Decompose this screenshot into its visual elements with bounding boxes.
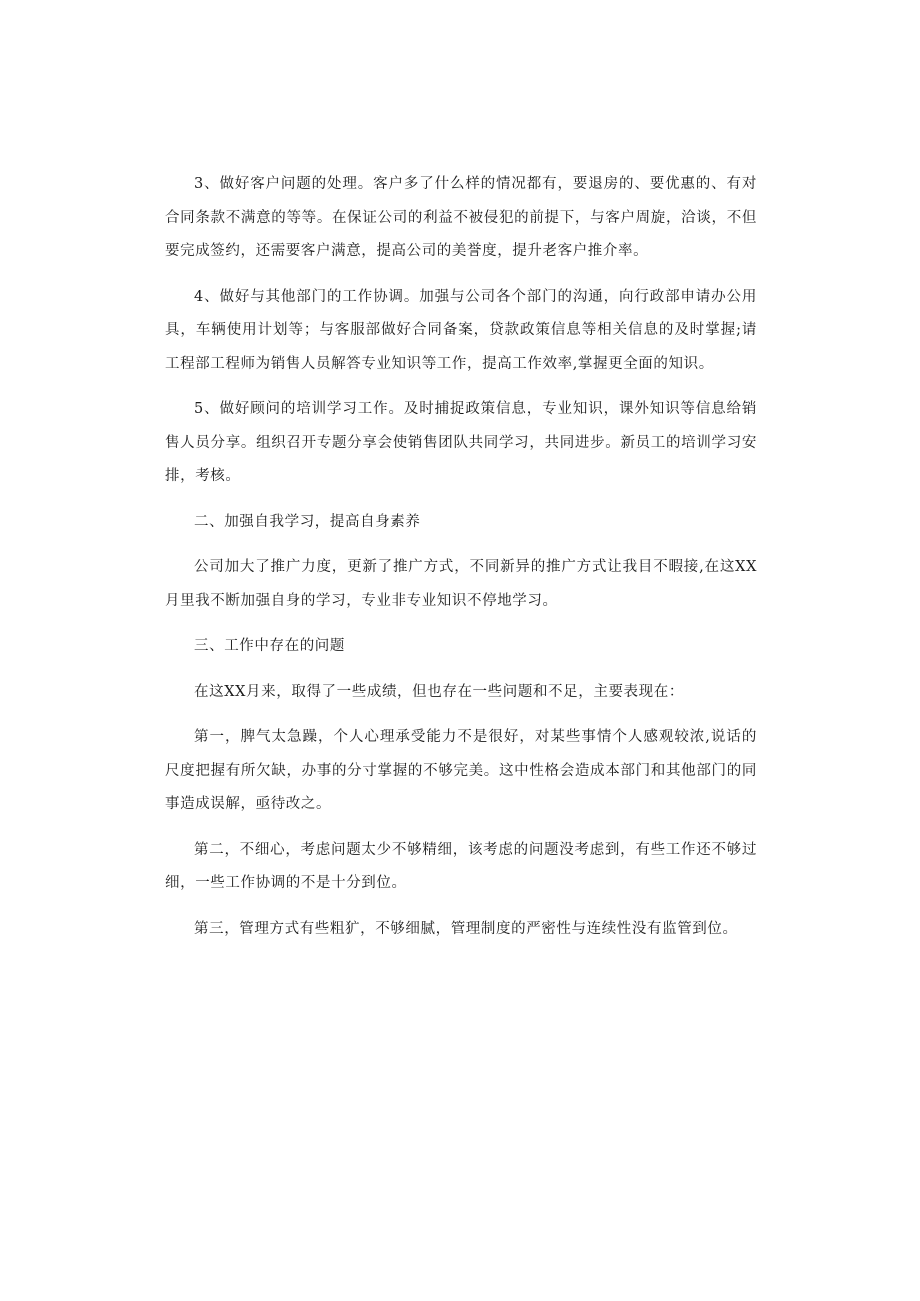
paragraph-problem-third: 第三，管理方式有些粗犷，不够细腻，管理制度的严密性与连续性没有监管到位。 <box>194 920 738 937</box>
paragraph-problem-second: 第二，不细心，考虑问题太少不够精细，该考虑的问题没考虑到，有些工作还不够过细，一些工作协调的不是十分到位。 <box>165 841 757 891</box>
paragraph-item-4-department-coordination: 4、做好与其他部门的工作协调。加强与公司各个部门的沟通，向行政部申请办公用具，车辆使用计划等；与客服部做好合同备案，贷款政策信息等相关信息的及时掌握;请工程部工程师为销售人员解答专业知识等工作，提高工作效率,掌握更全面的知识。 <box>165 288 757 372</box>
paragraph-self-learning: 公司加大了推广力度，更新了推广方式，不同新异的推广方式让我目不暇接,在这XX月里我不断加强自身的学习，专业非专业知识不停地学习。 <box>165 559 757 609</box>
section-heading-self-learning: 二、加强自我学习，提高自身素养 <box>194 513 421 530</box>
paragraph-problems-intro: 在这XX月来，取得了一些成绩，但也存在一些问题和不足，主要表现在： <box>194 683 684 700</box>
section-heading-problems: 三、工作中存在的问题 <box>194 638 345 654</box>
paragraph-problem-first: 第一，脾气太急躁，个人心理承受能力不是很好，对某些事情个人感观较浓,说话的尺度把握有所欠缺，办事的分寸掌握的不够完美。这中性格会造成本部门和其他部门的同事造成误解，亟待改之。 <box>165 729 757 812</box>
document-body <box>165 168 757 958</box>
paragraph-item-5-training: 5、做好顾问的培训学习工作。及时捕捉政策信息，专业知识，课外知识等信息给销售人员分享。组织召开专题分享会使销售团队共同学习，共同进步。新员工的培训学习安排，考核。 <box>165 401 757 484</box>
paragraph-item-3-customer-issues: 3、做好客户问题的处理。客户多了什么样的情况都有，要退房的、要优惠的、有对合同条款不满意的等等。在保证公司的利益不被侵犯的前提下，与客户周旋，洽谈，不但要完成签约，还需要客户满意，提高公司的美誉度，提升老客户推介率。 <box>165 176 757 259</box>
